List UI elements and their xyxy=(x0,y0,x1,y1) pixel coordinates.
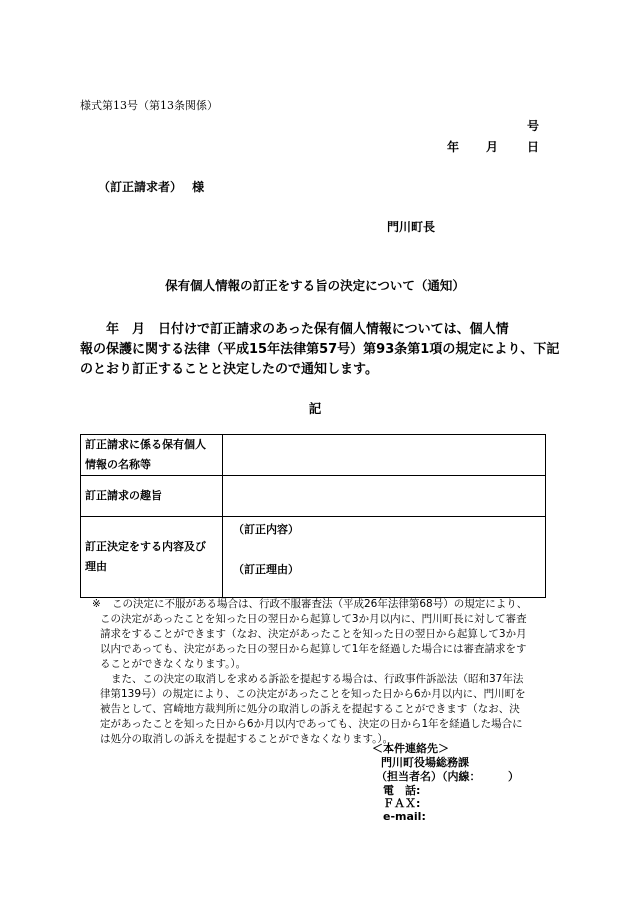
note-line: 以内であっても、決定があった日の翌日から起算して1年を経過した場合には審査請求をす xyxy=(100,643,527,655)
row3-label-line1: 訂正決定をする内容及び xyxy=(85,540,206,553)
correction-content-label: （訂正内容） xyxy=(233,523,299,536)
note-line: この決定に不服がある場合は、行政不服審査法（平成26年法律第68号）の規定により、 xyxy=(112,598,528,610)
row1-label-line2: 情報の名称等 xyxy=(85,458,151,471)
row3-label-line2: 理由 xyxy=(85,560,107,573)
date-day-label: 日 xyxy=(527,140,540,154)
body-line-3: のとおり訂正することと決定したので通知します。 xyxy=(80,362,378,377)
form-number: 様式第13号（第13条関係） xyxy=(80,99,218,112)
correction-reason-label: （訂正理由） xyxy=(233,563,299,576)
note-line: また、この決定の取消しを求める訴訟を提起する場合は、行政事件訴訟法（昭和37年法 xyxy=(111,673,524,685)
table-label-cell xyxy=(81,517,223,598)
table-row xyxy=(81,476,546,517)
note-line: 被告として、宮崎地方裁判所に処分の取消しの訴えを提起することができます（なお、決 xyxy=(100,703,520,715)
info-table xyxy=(80,434,546,598)
note-mark: ※ xyxy=(92,598,101,610)
contact-department: 門川町役場総務課 xyxy=(381,756,469,769)
note-line: ることができなくなります。）。 xyxy=(100,658,247,670)
row2-value-cell xyxy=(223,476,546,517)
body-line-2: 報の保護に関する法律（平成15年法律第57号）第93条第1項の規定により、下記 xyxy=(80,342,560,357)
ki-heading: 記 xyxy=(308,401,322,416)
body-line-1: 年 月 日付けで訂正請求のあった保有個人情報については、個人情 xyxy=(80,322,509,337)
document-number-label: 号 xyxy=(527,119,540,133)
note-line: 律第139号）の規定により、この決定があったことを知った日から6か月以内に、門川町を xyxy=(100,688,526,700)
sender: 門川町長 xyxy=(387,220,436,234)
table-label-cell xyxy=(81,435,223,476)
row2-label: 訂正請求の趣旨 xyxy=(81,476,223,517)
table-row xyxy=(81,435,546,476)
document-title: 保有個人情報の訂正をする旨の決定について（通知） xyxy=(165,278,465,293)
note-line: は処分の取消しの訴えを提起することができなくなります。）。 xyxy=(100,733,394,745)
contact-person: （担当者名）（内線： ） xyxy=(376,770,519,783)
note-line: 請求をすることができます（なお、決定があったことを知った日の翌日から起算して3か月 xyxy=(100,628,527,640)
addressee: （訂正請求者） 様 xyxy=(98,180,205,194)
row1-value-cell xyxy=(223,435,546,476)
contact-heading: ＜本件連絡先＞ xyxy=(372,742,449,755)
contact-phone: 電 話: xyxy=(383,784,421,797)
note-line: 定があったことを知った日から6か月以内であっても、決定の日から1年を経過した場合に xyxy=(100,718,523,730)
contact-fax: ＦＡＸ: xyxy=(383,797,421,810)
note-line: この決定があったことを知った日の翌日から起算して3か月以内に、門川町長に対して審査 xyxy=(100,613,527,625)
date-year-label: 年 xyxy=(447,140,460,154)
row1-label-line1: 訂正請求に係る保有個人 xyxy=(85,438,206,451)
contact-email: e-mail: xyxy=(383,810,426,823)
date-month-label: 月 xyxy=(486,140,499,154)
row3-value-cell xyxy=(223,517,546,598)
table-row xyxy=(81,517,546,598)
